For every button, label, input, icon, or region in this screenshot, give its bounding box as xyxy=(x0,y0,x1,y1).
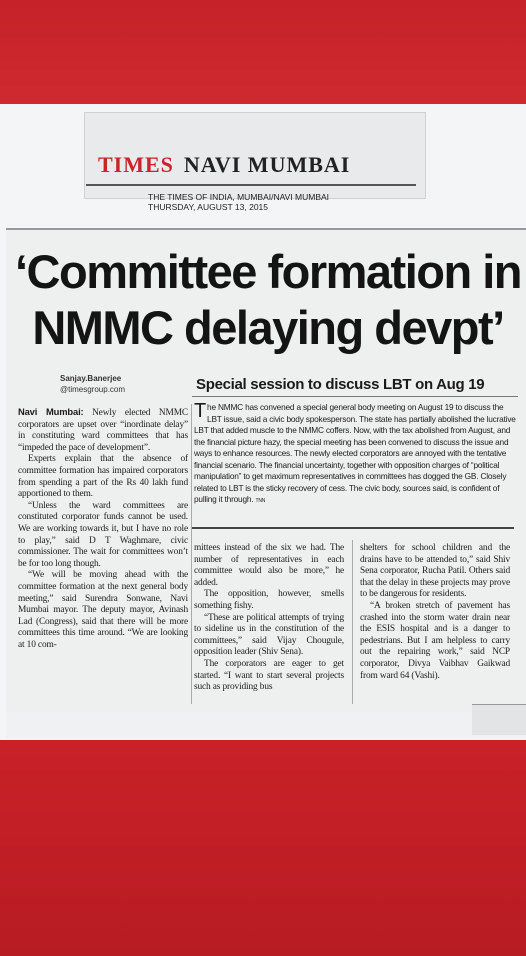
sidebar-text: he NMMC has convened a special general body meeting on August 19 to discuss the LBT issue, said a civic body spokesperson. The state has partially abolished the lucrative LBT that added muscle to the NMMC coffers. Now, with the tax abolished from August, and the financial picture hazy, the special meeting has been convened to discuss the issue and ways to enhance resources. The newly elected corporators are annoyed with the tentative financial scenario. The financial uncertainty, together with opposition charges of “political manipulation” to get maximum representatives in committees has dogged the GB. Closely related to LBT is the sticky recovery of cess. The civic body, sources said, is confident of pulling it through. xyxy=(194,402,516,504)
paragraph: Navi Mumbai: Newly elected NMMC corporators are upset over “inordinate delay” in constituting ward committees that has “impeded the pace of development”. xyxy=(18,406,188,453)
byline-email: @timesgroup.com xyxy=(60,385,126,394)
byline-name: Sanjay.Banerjee xyxy=(60,374,122,383)
sidebar-bottom-rule xyxy=(192,527,514,529)
dateline-lead: Navi Mumbai: xyxy=(18,406,84,417)
sidebar-title: Special session to discuss LBT on Aug 19 xyxy=(196,376,485,393)
paper-bottom-margin xyxy=(6,712,526,738)
red-board-top xyxy=(0,0,526,105)
paragraph: “Unless the ward committees are constituted corporator funds cannot be used. We are working towards it, but I have no role to play,” said D T Waghmare, civic commissioner. The wait for committees won’t be for too long though. xyxy=(18,500,188,569)
sidebar-body xyxy=(194,402,516,508)
article-headline xyxy=(14,244,522,356)
sidebar-title-rule xyxy=(192,396,518,397)
dateline-paper: THE TIMES OF INDIA, MUMBAI/NAVI MUMBAI xyxy=(148,192,330,202)
paragraph: “We will be moving ahead with the committee formation at the next general body meeting,” said Surendra Sonwane, Navi Mumbai mayor. The deputy mayor, Avinash Lad (Congress), said that there will be more committees this time around. “We are looking at 10 com- xyxy=(18,570,188,650)
paragraph: Experts explain that the absence of committee formation has impaired corporators from spending a part of the Rs 40 lakh fund apportioned to them. xyxy=(18,454,188,500)
masthead xyxy=(98,152,350,178)
paragraph: The corporators are eager to get started. “I want to start several projects such as providing bus xyxy=(194,658,344,693)
column-divider xyxy=(352,540,353,704)
headline-line-1: ‘Committee formation in xyxy=(14,245,522,298)
dateline-date: THURSDAY, AUGUST 13, 2015 xyxy=(148,202,268,212)
paragraph: shelters for school children and the drains have to be attended to,” said Shiv Sena corporator, Rucha Patil. Others said that the delay in these projects may prove to be dangerous for residents. xyxy=(360,543,510,600)
adjacent-article-corner xyxy=(472,704,526,735)
masthead-rule xyxy=(86,184,416,186)
article-column-2 xyxy=(194,543,344,694)
article-column-3 xyxy=(360,543,510,682)
paragraph: The opposition, however, smells something fishy. xyxy=(194,589,344,611)
masthead-brand: TIMES xyxy=(98,152,174,177)
red-board-bottom xyxy=(0,740,526,956)
paragraph: “These are political attempts of trying to sideline us in the constitution of the committees,” said Vijay Chougule, opposition leader (Shiv Sena). xyxy=(194,612,344,658)
headline-line-2: NMMC delaying devpt’ xyxy=(32,301,504,354)
article-column-1 xyxy=(18,406,188,651)
drop-cap: T xyxy=(194,400,207,422)
masthead-city: NAVI MUMBAI xyxy=(183,152,351,177)
sidebar-tag: TNN xyxy=(255,498,266,504)
paragraph: “A broken stretch of pavement has crashed into the storm water drain near the ESIS hospital and is a danger to pedestrians. But I am helpless to carry out the repairing work,” said NCP corporator, Divya Vaibhav Gaikwad from ward 64 (Vashi). xyxy=(360,600,510,681)
paragraph: mittees instead of the six we had. The number of representatives in each committee would also be more,” he added. xyxy=(194,543,344,588)
byline xyxy=(60,373,125,395)
column-divider xyxy=(191,404,192,704)
dateline xyxy=(148,192,329,212)
